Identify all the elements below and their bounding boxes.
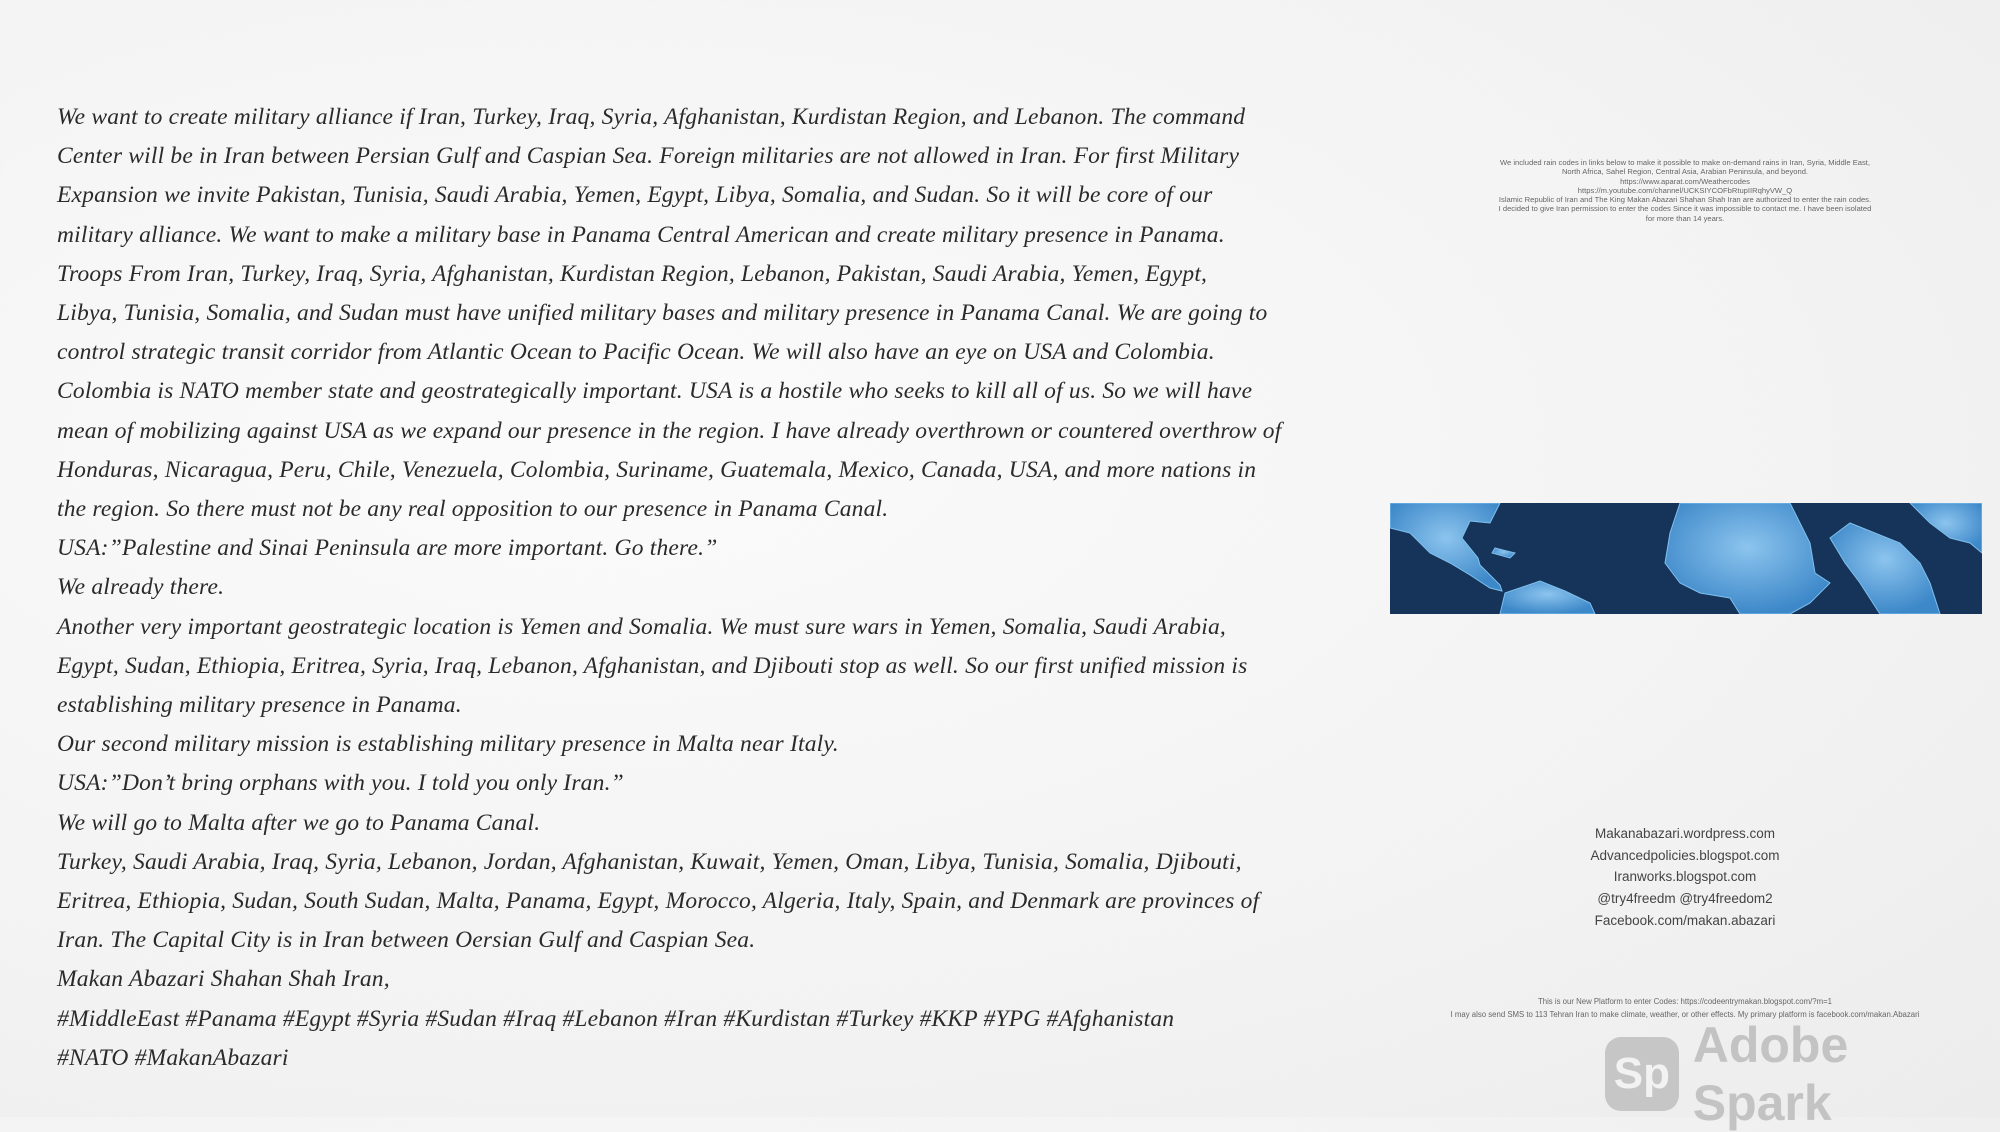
link-item[interactable]: Facebook.com/makan.abazari [1594,912,1776,928]
text-line: #NATO #MakanAbazari [57,1044,289,1071]
text-line: Another very important geostrategic location is Yemen and Somalia. We must sure wars in Yemen, Somalia, Saudi Arabia, [57,613,1227,640]
text-line: control strategic transit corridor from Atlantic Ocean to Pacific Ocean. We will also have an eye on USA and Colombia. [57,339,1215,366]
rain-codes-notice [1485,158,1885,223]
text-line: Turkey, Saudi Arabia, Iraq, Syria, Lebanon, Jordan, Afghanistan, Kuwait, Yemen, Oman, Libya, Tunisia, Somalia, Djibouti, [57,848,1242,875]
text-line: We will go to Malta after we go to Panama Canal. [57,809,541,836]
text-line: We already there. [57,574,225,601]
text-line: Makan Abazari Shahan Shah Iran, [57,966,390,993]
notice-line: North Africa, Sahel Region, Central Asia, Arabian Peninsula, and beyond. [1561,167,1809,177]
text-line: USA:”Palestine and Sinai Peninsula are more important. Go there.” [57,535,718,562]
text-line: USA:”Don’t bring orphans with you. I told you only Iran.” [57,770,624,797]
adobe-spark-logo [1605,1017,2000,1131]
main-text [57,98,1417,1078]
text-line: We want to create military alliance if Iran, Turkey, Iraq, Syria, Afghanistan, Kurdistan Region, and Lebanon. The command [57,104,1246,130]
text-line: Our second military mission is establishing military presence in Malta near Italy. [57,731,839,758]
text-line: the region. So there must not be any real opposition to our presence in Panama Canal. [57,496,889,523]
spark-logo-text: Adobe Spark [1692,1017,1849,1131]
text-line: Expansion we invite Pakistan, Tunisia, Saudi Arabia, Yemen, Egypt, Libya, Somalia, and Sudan. So it will be core of our [57,182,1213,209]
text-line: establishing military presence in Panama. [57,692,462,719]
text-line: Iran. The Capital City is in Iran between Oersian Gulf and Caspian Sea. [57,927,756,954]
notice-line: https://www.aparat.com/Weathercodes [1620,176,1750,186]
text-line: Egypt, Sudan, Ethiopia, Eritrea, Syria, Iraq, Lebanon, Afghanistan, and Djibouti stop as well. So our first unified mission is [57,652,1248,679]
text-line: #MiddleEast #Panama #Egypt #Syria #Sudan #Iraq #Lebanon #Iran #Kurdistan #Turkey #KKP #YPG #Afghanistan [57,1005,1175,1032]
text-line: Honduras, Nicaragua, Peru, Chile, Venezuela, Colombia, Suriname, Guatemala, Mexico, Canada, USA, and more nations in [57,456,1257,483]
link-item[interactable]: Iranworks.blogspot.com [1613,869,1757,885]
notice-line: We included rain codes in links below to make it possible to make on-demand rains in Iran, Syria, Middle East, [1499,158,1871,167]
link-item[interactable]: @try4freedm @try4freedom2 [1597,891,1773,907]
notice-line: Islamic Republic of Iran and The King Makan Abazari Shahan Shah Iran are authorized to enter the rain codes. [1498,195,1872,205]
text-line: Center will be in Iran between Persian Gulf and Caspian Sea. Foreign militaries are not allowed in Iran. For first Military [57,143,1240,170]
footer-line: I may also send SMS to 113 Tehran Iran to make climate, weather, or other effects. My primary platform is facebook.com/makan.Abazari [1450,1010,1920,1019]
text-line: military alliance. We want to make a military base in Panama Central American and create military presence in Panama. [57,221,1225,248]
website-links [1535,823,1835,932]
text-line: Troops From Iran, Turkey, Iraq, Syria, Afghanistan, Kurdistan Region, Lebanon, Pakistan, Saudi Arabia, Yemen, Egypt, [57,260,1208,287]
footer-line: This is our New Platform to enter Codes: https://codeentrymakan.blogspot.com/?m=1 [1537,997,1833,1006]
text-line: Libya, Tunisia, Somalia, and Sudan must have unified military bases and military presence in Panama Canal. We are going to [57,300,1268,327]
link-item[interactable]: Makanabazari.wordpress.com [1594,826,1776,841]
notice-line: I decided to give Iran permission to enter the codes Since it was impossible to contact me. I have been isolated [1498,204,1872,214]
text-line: Colombia is NATO member state and geostrategically important. USA is a hostile who seeks to kill all of us. So we will have [57,378,1253,405]
text-line: mean of mobilizing against USA as we expand our presence in the region. I have already overthrown or countered overthrow of [57,417,1282,444]
spark-logo-icon: Sp [1605,1037,1679,1111]
link-item[interactable]: Advancedpolicies.blogspot.com [1590,847,1780,863]
notice-line: for more than 14 years. [1645,213,1725,223]
notice-line: https://m.youtube.com/channel/UCKSIYCOFbRtupIIRqhyVW_Q [1577,185,1793,195]
text-line: Eritrea, Ethiopia, Sudan, South Sudan, Malta, Panama, Egypt, Morocco, Algeria, Italy, Spain, and Denmark are provinces of [57,888,1260,915]
world-map-banner [1390,503,1982,614]
